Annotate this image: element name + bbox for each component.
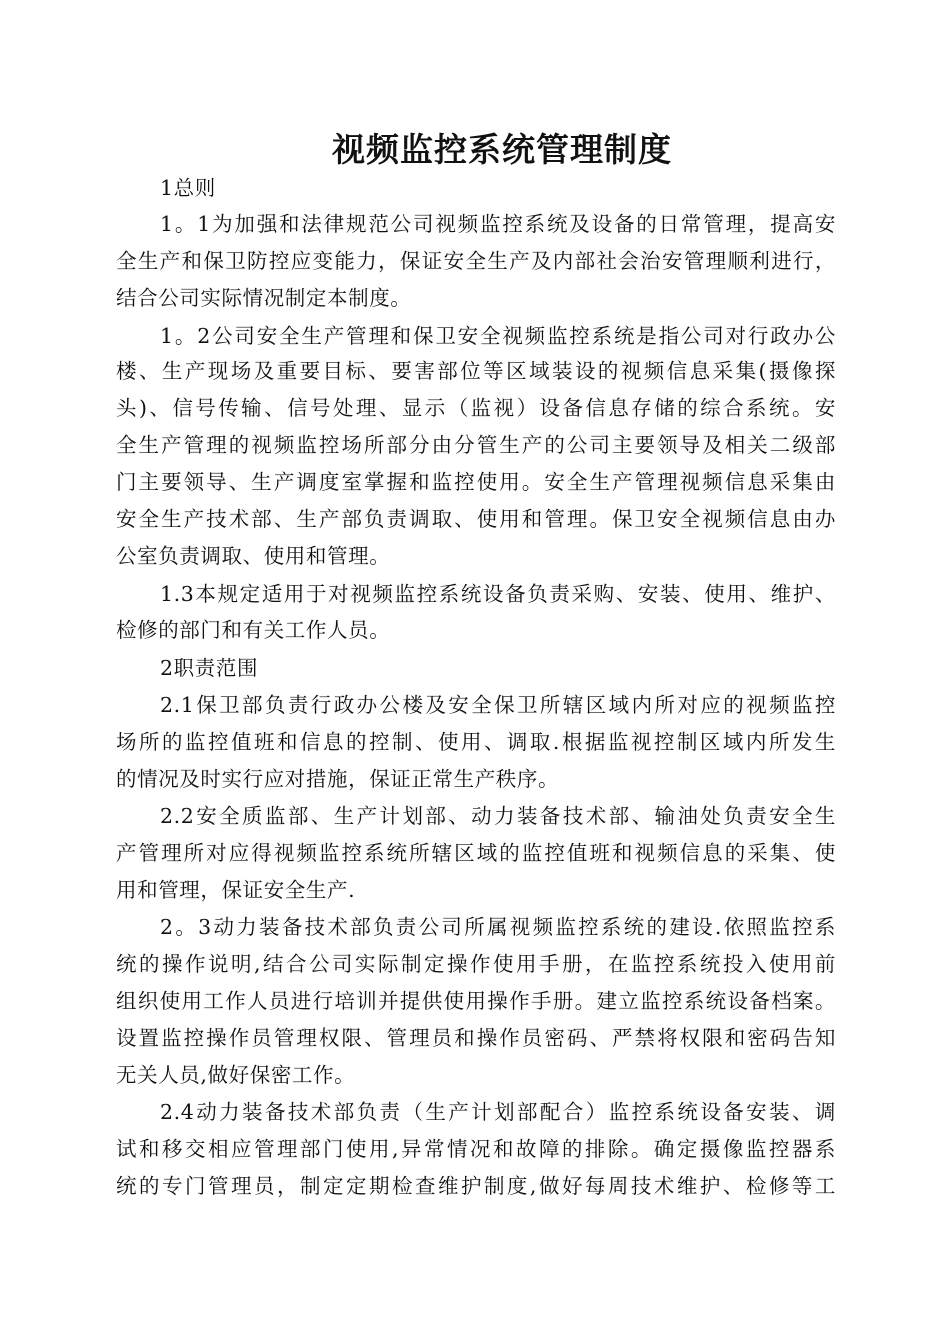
paragraph-line: 2。3动力装备技术部负责公司所属视频监控系统的建设.依照监控系 [160, 915, 836, 939]
paragraph-line: 安全生产技术部、生产部负责调取、使用和管理。保卫安全视频信息由办 [116, 507, 836, 531]
paragraph-line: 无关人员,做好保密工作。 [116, 1063, 356, 1087]
paragraph-line: 用和管理，保证安全生产. [116, 878, 356, 902]
paragraph-line: 全生产和保卫防控应变能力，保证安全生产及内部社会治安管理顺利进行， [116, 249, 836, 273]
paragraph-line: 产管理所对应得视频监控系统所辖区域的监控值班和视频信息的采集、使 [116, 841, 836, 865]
paragraph-line: 2.4动力装备技术部负责（生产计划部配合）监控系统设备安装、调 [160, 1100, 836, 1124]
paragraph-line: 2.1保卫部负责行政办公楼及安全保卫所辖区域内所对应的视频监控 [160, 693, 836, 717]
paragraph-line: 1。1为加强和法律规范公司视频监控系统及设备的日常管理，提高安 [160, 212, 836, 236]
paragraph-line: 楼、生产现场及重要目标、要害部位等区域装设的视频信息采集(摄像探 [116, 359, 836, 383]
paragraph-line: 组织使用工作人员进行培训并提供使用操作手册。建立监控系统设备档案。 [116, 989, 836, 1013]
paragraph-line: 门主要领导、生产调度室掌握和监控使用。安全生产管理视频信息采集由 [116, 470, 836, 494]
paragraph-line: 1.3本规定适用于对视频监控系统设备负责采购、安装、使用、维护、 [160, 582, 836, 606]
paragraph-line: 2.2安全质监部、生产计划部、动力装备技术部、输油处负责安全生 [160, 804, 836, 828]
document-title: 视频监控系统管理制度 [332, 130, 672, 169]
paragraph-line: 全生产管理的视频监控场所部分由分管生产的公司主要领导及相关二级部 [116, 433, 836, 457]
paragraph-line: 公室负责调取、使用和管理。 [116, 544, 391, 568]
paragraph-line: 1。2公司安全生产管理和保卫安全视频监控系统是指公司对行政办公 [160, 324, 836, 348]
paragraph-line: 试和移交相应管理部门使用,异常情况和故障的排除。确定摄像监控器系 [116, 1137, 836, 1161]
paragraph-line: 结合公司实际情况制定本制度。 [116, 286, 412, 310]
paragraph-line: 头)、信号传输、信号处理、显示（监视）设备信息存储的综合系统。安 [116, 396, 836, 420]
paragraph-line: 检修的部门和有关工作人员。 [116, 618, 391, 642]
paragraph-line: 场所的监控值班和信息的控制、使用、调取.根据监视控制区域内所发生 [116, 730, 836, 754]
paragraph-line: 的情况及时实行应对措施，保证正常生产秩序。 [116, 767, 560, 791]
paragraph-line: 统的操作说明,结合公司实际制定操作使用手册，在监控系统投入使用前 [116, 952, 836, 976]
section-heading: 2职责范围 [160, 656, 259, 680]
paragraph-line: 统的专门管理员，制定定期检查维护制度,做好每周技术维护、检修等工 [116, 1174, 836, 1198]
paragraph-line: 设置监控操作员管理权限、管理员和操作员密码、严禁将权限和密码告知 [116, 1026, 836, 1050]
section-heading: 1总则 [160, 176, 216, 200]
